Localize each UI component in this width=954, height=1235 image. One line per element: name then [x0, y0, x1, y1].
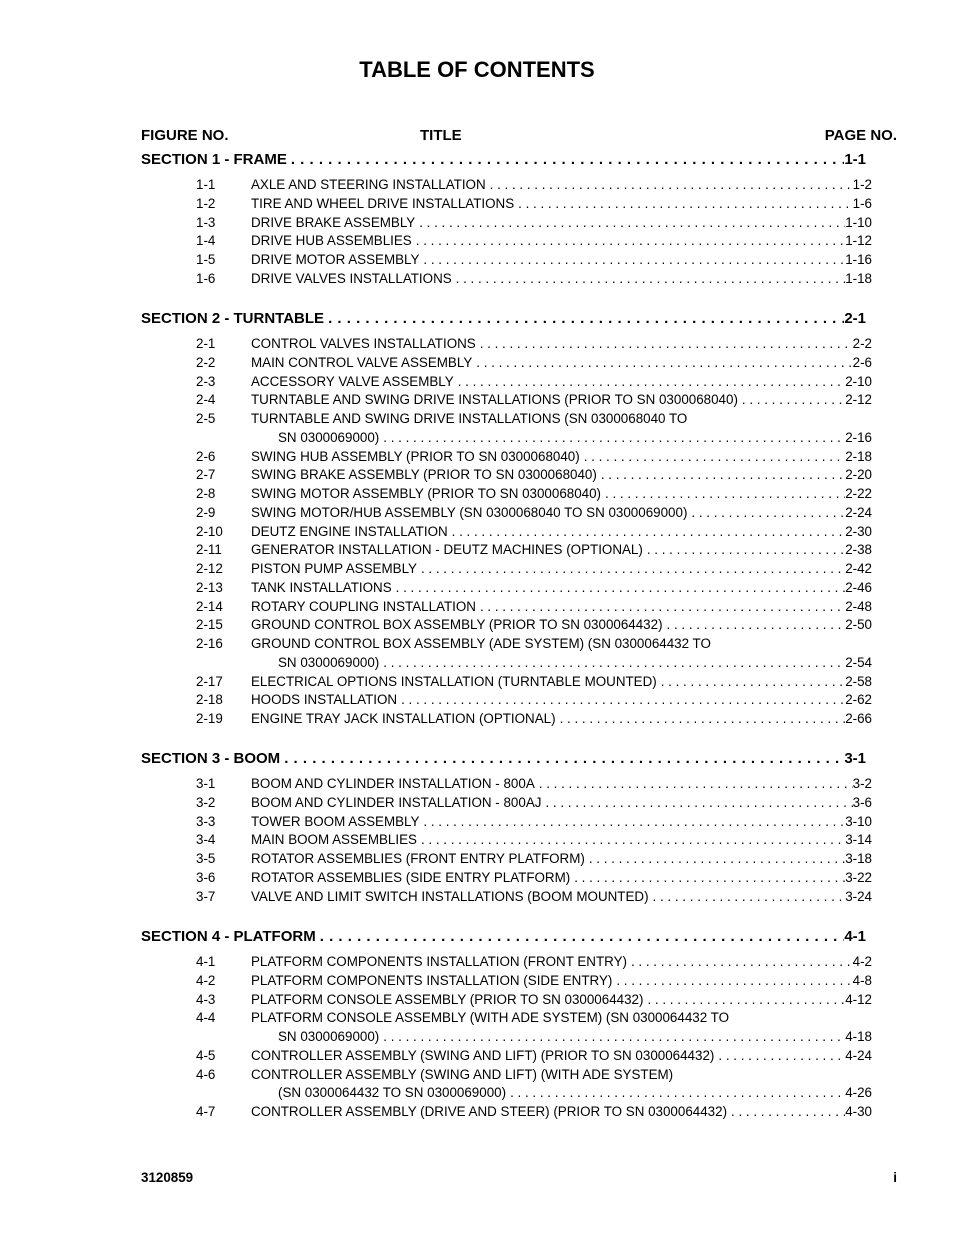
figure-number: 4-2 [196, 972, 216, 988]
dot-leader [397, 692, 845, 707]
entry-title: ROTATOR ASSEMBLIES (SIDE ENTRY PLATFORM) [251, 869, 571, 885]
page-no-header: PAGE NO. [824, 127, 897, 144]
entry-title: SWING MOTOR ASSEMBLY (PRIOR TO SN 0300068040) [251, 486, 602, 501]
toc-entry[interactable] [196, 1010, 872, 1025]
entry-page: 2-48 [845, 598, 872, 614]
figure-number: 2-5 [196, 411, 216, 426]
entry-page: 2-24 [845, 504, 872, 520]
figure-number: 2-6 [196, 448, 216, 464]
entry-page: 2-50 [845, 617, 872, 633]
dot-leader [417, 561, 845, 576]
entry-page: 2-12 [845, 392, 872, 408]
figure-number: 2-8 [196, 486, 216, 501]
toc-entry[interactable] [196, 411, 872, 426]
dot-leader [280, 750, 844, 767]
dot-leader [585, 851, 845, 866]
toc-entry[interactable] [196, 870, 872, 885]
dot-leader [649, 889, 846, 904]
entry-title: CONTROLLER ASSEMBLY (SWING AND LIFT) (WITH ADE SYSTEM) [251, 1066, 674, 1082]
dot-leader [415, 215, 845, 230]
figure-number: 1-3 [196, 214, 216, 230]
entry-page: 3-6 [852, 794, 872, 810]
entry-title: PLATFORM CONSOLE ASSEMBLY (PRIOR TO SN 0300064432) [251, 991, 644, 1007]
figure-number: 2-9 [196, 504, 216, 520]
toc-entry-continuation[interactable] [278, 430, 872, 445]
figure-number: 2-14 [196, 598, 223, 614]
figure-number: 4-5 [196, 1047, 216, 1063]
entry-title: ENGINE TRAY JACK INSTALLATION (OPTIONAL) [251, 711, 556, 726]
entry-title: DRIVE VALVES INSTALLATIONS [251, 270, 452, 286]
dot-leader [738, 392, 845, 407]
figure-number: 2-16 [196, 636, 223, 651]
entry-page: 2-2 [852, 336, 872, 351]
dot-leader [454, 374, 846, 389]
entry-page: 2-6 [852, 354, 872, 370]
toc-entry[interactable] [196, 561, 872, 576]
entry-title: BOOM AND CYLINDER INSTALLATION - 800A [251, 776, 535, 791]
figure-number: 3-6 [196, 869, 216, 885]
dot-leader [417, 832, 845, 847]
dot-leader [687, 505, 845, 520]
toc-entry[interactable] [196, 1067, 872, 1082]
entry-title: BOOM AND CYLINDER INSTALLATION - 800AJ [251, 794, 542, 810]
entry-title-continued: (SN 0300064432 TO SN 0300069000) [278, 1085, 507, 1101]
entry-title: CONTROL VALVES INSTALLATIONS [251, 336, 476, 351]
entry-page: 2-62 [845, 692, 872, 708]
dot-leader [379, 655, 845, 670]
entry-page: 3-10 [845, 813, 872, 829]
figure-number: 3-1 [196, 776, 216, 791]
toc-entry[interactable] [196, 636, 872, 651]
dot-leader [601, 486, 845, 501]
dot-leader [714, 1048, 845, 1063]
figure-number: 2-4 [196, 392, 216, 408]
section-page: 1-1 [844, 151, 866, 168]
toc-entry[interactable] [196, 1104, 872, 1119]
entry-title: PLATFORM COMPONENTS INSTALLATION (FRONT ENTRY) [251, 954, 627, 969]
entry-page: 1-10 [845, 214, 872, 230]
section-heading[interactable] [141, 310, 866, 327]
entry-page: 2-42 [845, 561, 872, 576]
entry-page: 2-10 [845, 373, 872, 389]
figure-number: 1-5 [196, 252, 216, 267]
dot-leader [379, 1029, 845, 1044]
figure-number: 2-2 [196, 354, 216, 370]
figure-number: 2-11 [196, 542, 222, 558]
entry-page: 3-2 [852, 776, 872, 791]
entry-page: 3-18 [845, 851, 872, 866]
page-number: i [893, 1170, 897, 1185]
dot-leader [643, 542, 845, 557]
entry-title: ROTARY COUPLING INSTALLATION [251, 598, 476, 614]
toc-entry-continuation[interactable] [278, 1029, 872, 1044]
toc-entry[interactable] [196, 336, 872, 351]
entry-page: 2-20 [845, 467, 872, 483]
section-label: SECTION 1 - FRAME [141, 151, 287, 168]
dot-leader [597, 467, 845, 482]
toc-entry[interactable] [196, 814, 872, 829]
dot-leader [514, 196, 852, 211]
toc-entry[interactable] [196, 617, 872, 632]
entry-page: 3-22 [845, 869, 872, 885]
figure-number: 2-19 [196, 711, 223, 726]
entry-page: 1-18 [845, 270, 872, 286]
entry-page: 1-2 [852, 177, 872, 192]
dot-leader [657, 674, 845, 689]
toc-entry[interactable] [196, 889, 872, 904]
entry-title: AXLE AND STEERING INSTALLATION [251, 177, 486, 192]
toc-entry[interactable] [196, 776, 872, 791]
dot-leader [570, 870, 845, 885]
figure-number: 2-3 [196, 373, 216, 389]
dot-leader [472, 355, 852, 370]
figure-number: 3-3 [196, 813, 216, 829]
title-header: TITLE [420, 127, 462, 144]
entry-title: PISTON PUMP ASSEMBLY [251, 561, 417, 576]
section-heading[interactable] [141, 750, 866, 767]
dot-leader [412, 233, 845, 248]
toc-entry-continuation[interactable] [278, 655, 872, 670]
dot-leader [486, 177, 853, 192]
entry-page: 3-14 [845, 832, 872, 848]
entry-title: TOWER BOOM ASSEMBLY [251, 813, 420, 829]
toc-entry[interactable] [196, 449, 872, 464]
figure-number: 1-6 [196, 270, 216, 286]
section-label: SECTION 4 - PLATFORM [141, 928, 316, 945]
entry-page: 2-30 [845, 523, 872, 539]
figure-number: 3-4 [196, 832, 216, 848]
toc-entry[interactable] [196, 832, 872, 847]
entry-page: 4-18 [845, 1029, 872, 1044]
entry-page: 4-2 [852, 954, 872, 969]
dot-leader [663, 617, 846, 632]
figure-number: 2-7 [196, 467, 216, 483]
figure-number: 4-6 [196, 1066, 216, 1082]
dot-leader [612, 973, 852, 988]
dot-leader [476, 336, 853, 351]
toc-entry[interactable] [196, 851, 872, 866]
entry-page: 1-6 [852, 195, 872, 211]
entry-page: 4-12 [845, 991, 872, 1007]
toc-entry[interactable] [196, 177, 872, 192]
toc-entry[interactable] [196, 505, 872, 520]
figure-number: 3-5 [196, 851, 216, 866]
toc-entry[interactable] [196, 954, 872, 969]
entry-page: 4-30 [845, 1104, 872, 1119]
figure-number: 4-4 [196, 1010, 216, 1026]
section-label: SECTION 3 - BOOM [141, 750, 281, 767]
dot-leader [419, 252, 845, 267]
toc-entry[interactable] [196, 542, 872, 557]
figure-number: 3-2 [196, 794, 216, 810]
toc-entry[interactable] [196, 973, 872, 988]
figure-number: 1-4 [196, 233, 216, 249]
entry-title: SWING BRAKE ASSEMBLY (PRIOR TO SN 0300068040) [251, 467, 597, 483]
figure-number: 2-10 [196, 523, 223, 539]
entry-page: 4-8 [852, 972, 872, 988]
entry-title: MAIN CONTROL VALVE ASSEMBLY [251, 354, 473, 370]
entry-title: TIRE AND WHEEL DRIVE INSTALLATIONS [251, 195, 515, 211]
entry-title: PLATFORM CONSOLE ASSEMBLY (WITH ADE SYSTEM) (SN 0300064432 TO [251, 1010, 729, 1026]
entry-page: 2-58 [845, 673, 872, 689]
figure-number: 2-12 [196, 561, 223, 576]
entry-page: 2-16 [845, 429, 872, 445]
dot-leader [316, 928, 845, 945]
entry-title: GENERATOR INSTALLATION - DEUTZ MACHINES (OPTIONAL) [251, 542, 643, 558]
entry-page: 1-12 [845, 233, 872, 249]
entry-title: DRIVE MOTOR ASSEMBLY [251, 252, 420, 267]
entry-title: CONTROLLER ASSEMBLY (DRIVE AND STEER) (PRIOR TO SN 0300064432) [251, 1104, 728, 1119]
entry-title: SWING HUB ASSEMBLY (PRIOR TO SN 0300068040) [251, 448, 580, 464]
entry-title: ELECTRICAL OPTIONS INSTALLATION (TURNTABLE MOUNTED) [251, 673, 657, 689]
toc-entry[interactable] [196, 252, 872, 267]
dot-leader [392, 580, 846, 595]
entry-title-continued: SN 0300069000) [278, 1029, 380, 1044]
section-heading[interactable] [141, 151, 866, 168]
figure-number: 2-15 [196, 617, 223, 633]
entry-title: ACCESSORY VALVE ASSEMBLY [251, 373, 454, 389]
entry-title: DRIVE HUB ASSEMBLIES [251, 233, 412, 249]
toc-entry[interactable] [196, 580, 872, 595]
page-title: TABLE OF CONTENTS [359, 57, 595, 82]
dot-leader [727, 1104, 845, 1119]
figure-number: 4-3 [196, 991, 216, 1007]
dot-leader [556, 711, 846, 726]
dot-leader [580, 449, 845, 464]
entry-page: 2-66 [845, 711, 872, 726]
section-page: 4-1 [844, 928, 866, 945]
dot-leader [541, 795, 852, 810]
section-label: SECTION 2 - TURNTABLE [141, 310, 325, 327]
figure-number: 3-7 [196, 888, 216, 904]
entry-title: DEUTZ ENGINE INSTALLATION [251, 523, 448, 539]
dot-leader [324, 310, 844, 327]
section-page: 2-1 [844, 310, 866, 327]
entry-title: HOODS INSTALLATION [251, 692, 398, 708]
toc-entry[interactable] [196, 992, 872, 1007]
dot-leader [506, 1085, 845, 1100]
entry-title: CONTROLLER ASSEMBLY (SWING AND LIFT) (PRIOR TO SN 0300064432) [251, 1047, 715, 1063]
dot-leader [643, 992, 845, 1007]
figure-number: 2-1 [196, 336, 216, 351]
dot-leader [287, 151, 844, 168]
toc-entry[interactable] [196, 392, 872, 407]
entry-page: 4-26 [845, 1085, 872, 1101]
figure-number: 1-1 [196, 177, 216, 192]
figure-number: 4-7 [196, 1104, 216, 1119]
dot-leader [448, 524, 846, 539]
dot-leader [379, 430, 845, 445]
entry-page: 2-22 [845, 486, 872, 501]
entry-page: 2-54 [845, 654, 872, 670]
toc-entry[interactable] [196, 196, 872, 211]
toc-entry[interactable] [196, 355, 872, 370]
entry-title-continued: SN 0300069000) [278, 429, 380, 445]
section-heading[interactable] [141, 928, 866, 945]
toc-entry[interactable] [196, 233, 872, 248]
figure-number: 2-17 [196, 673, 223, 689]
entry-page: 2-46 [845, 579, 872, 595]
toc-entry[interactable] [196, 215, 872, 230]
entry-title: GROUND CONTROL BOX ASSEMBLY (ADE SYSTEM) (SN 0300064432 TO [251, 636, 711, 651]
entry-page: 3-24 [845, 888, 872, 904]
figure-no-header: FIGURE NO. [141, 127, 229, 144]
figure-number: 1-2 [196, 195, 216, 211]
entry-title: VALVE AND LIMIT SWITCH INSTALLATIONS (BOOM MOUNTED) [251, 888, 649, 904]
entry-title: TURNTABLE AND SWING DRIVE INSTALLATIONS (PRIOR TO SN 0300068040) [251, 392, 738, 408]
toc-entry[interactable] [196, 1048, 872, 1063]
entry-title-continued: SN 0300069000) [278, 654, 380, 670]
toc-entry-continuation[interactable] [278, 1085, 872, 1100]
entry-title: ROTATOR ASSEMBLIES (FRONT ENTRY PLATFORM) [251, 851, 585, 866]
entry-page: 2-38 [845, 542, 872, 558]
entry-title: DRIVE BRAKE ASSEMBLY [251, 214, 416, 230]
entry-page: 4-24 [845, 1047, 872, 1063]
entry-title: GROUND CONTROL BOX ASSEMBLY (PRIOR TO SN 0300064432) [251, 617, 663, 633]
figure-number: 2-13 [196, 579, 223, 595]
toc-entry[interactable] [196, 486, 872, 501]
toc-entry[interactable] [196, 599, 872, 614]
entry-page: 1-16 [845, 252, 872, 267]
entry-page: 2-18 [845, 448, 872, 464]
dot-leader [535, 776, 853, 791]
entry-title: SWING MOTOR/HUB ASSEMBLY (SN 0300068040 TO SN 0300069000) [251, 504, 688, 520]
section-page: 3-1 [844, 750, 866, 767]
figure-number: 4-1 [196, 954, 216, 969]
dot-leader [476, 599, 845, 614]
document-number: 3120859 [141, 1170, 194, 1185]
toc-entry[interactable] [196, 467, 872, 482]
toc-entry[interactable] [196, 374, 872, 389]
entry-title: MAIN BOOM ASSEMBLIES [251, 832, 417, 848]
figure-number: 2-18 [196, 692, 223, 708]
toc-entry[interactable] [196, 524, 872, 539]
dot-leader [452, 271, 846, 286]
entry-title: PLATFORM COMPONENTS INSTALLATION (SIDE ENTRY) [251, 972, 613, 988]
dot-leader [419, 814, 845, 829]
toc-entry[interactable] [196, 271, 872, 286]
toc-entry[interactable] [196, 795, 872, 810]
entry-title: TURNTABLE AND SWING DRIVE INSTALLATIONS (SN 0300068040 TO [251, 411, 688, 426]
entry-title: TANK INSTALLATIONS [251, 579, 392, 595]
toc-entry[interactable] [196, 711, 872, 726]
toc-entry[interactable] [196, 674, 872, 689]
toc-entry[interactable] [196, 692, 872, 707]
dot-leader [627, 954, 853, 969]
